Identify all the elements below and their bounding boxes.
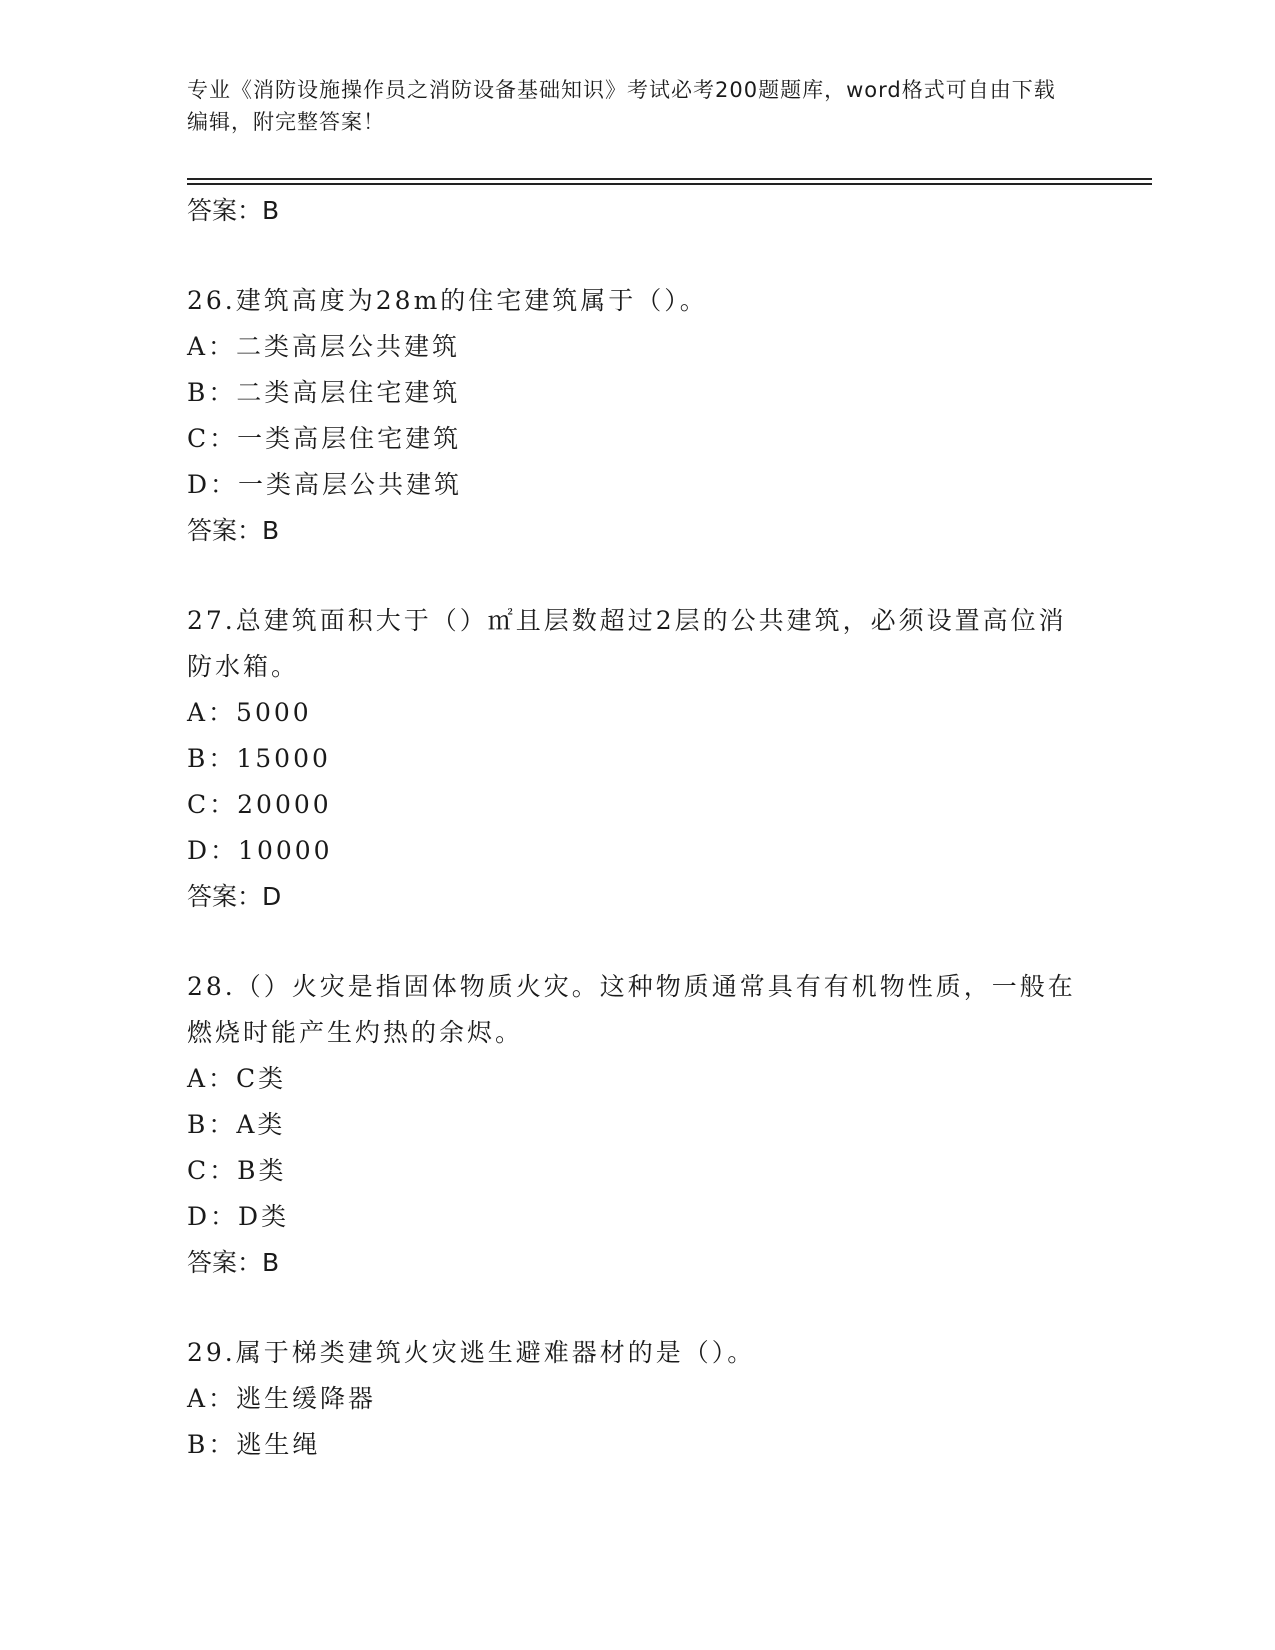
option-b: B：15000 — [187, 744, 331, 773]
option-c: C：B类 — [187, 1156, 287, 1185]
answer-line: 答案：B — [187, 196, 280, 225]
option-c: C：一类高层住宅建筑 — [187, 424, 462, 453]
question-26 — [187, 278, 1087, 554]
option-a: A：5000 — [187, 698, 312, 727]
option-d: D：D类 — [187, 1202, 290, 1231]
question-text: 28.（）火灾是指固体物质火灾。这种物质通常具有有机物性质，一般在燃烧时能产生灼热的余烬。 — [187, 972, 1076, 1047]
page-header: 专业《消防设施操作员之消防设备基础知识》考试必考200题题库，word格式可自由下载编辑，附完整答案！ — [187, 78, 1056, 134]
option-a: A：二类高层公共建筑 — [187, 332, 461, 361]
option-b: B：逃生绳 — [187, 1430, 321, 1459]
answer-line: 答案：D — [187, 882, 282, 911]
option-a: A：C类 — [187, 1064, 287, 1093]
option-d: D：10000 — [187, 836, 333, 865]
option-c: C：20000 — [187, 790, 332, 819]
option-d: D：一类高层公共建筑 — [187, 470, 463, 499]
question-text: 27.总建筑面积大于（）㎡且层数超过2层的公共建筑，必须设置高位消防水箱。 — [187, 606, 1067, 681]
answer-line: 答案：B — [187, 1248, 280, 1277]
question-29 — [187, 1330, 1087, 1468]
answer-line: 答案：B — [187, 516, 280, 545]
header-divider-double — [187, 183, 1152, 185]
option-a: A：逃生缓降器 — [187, 1384, 377, 1413]
option-b: B：二类高层住宅建筑 — [187, 378, 461, 407]
question-28 — [187, 964, 1087, 1286]
header-divider — [187, 178, 1152, 180]
document-body — [187, 188, 1087, 1468]
question-27 — [187, 598, 1087, 920]
question-text: 29.属于梯类建筑火灾逃生避难器材的是（）。 — [187, 1338, 756, 1367]
question-text: 26.建筑高度为28m的住宅建筑属于（）。 — [187, 286, 708, 315]
option-b: B：A类 — [187, 1110, 286, 1139]
